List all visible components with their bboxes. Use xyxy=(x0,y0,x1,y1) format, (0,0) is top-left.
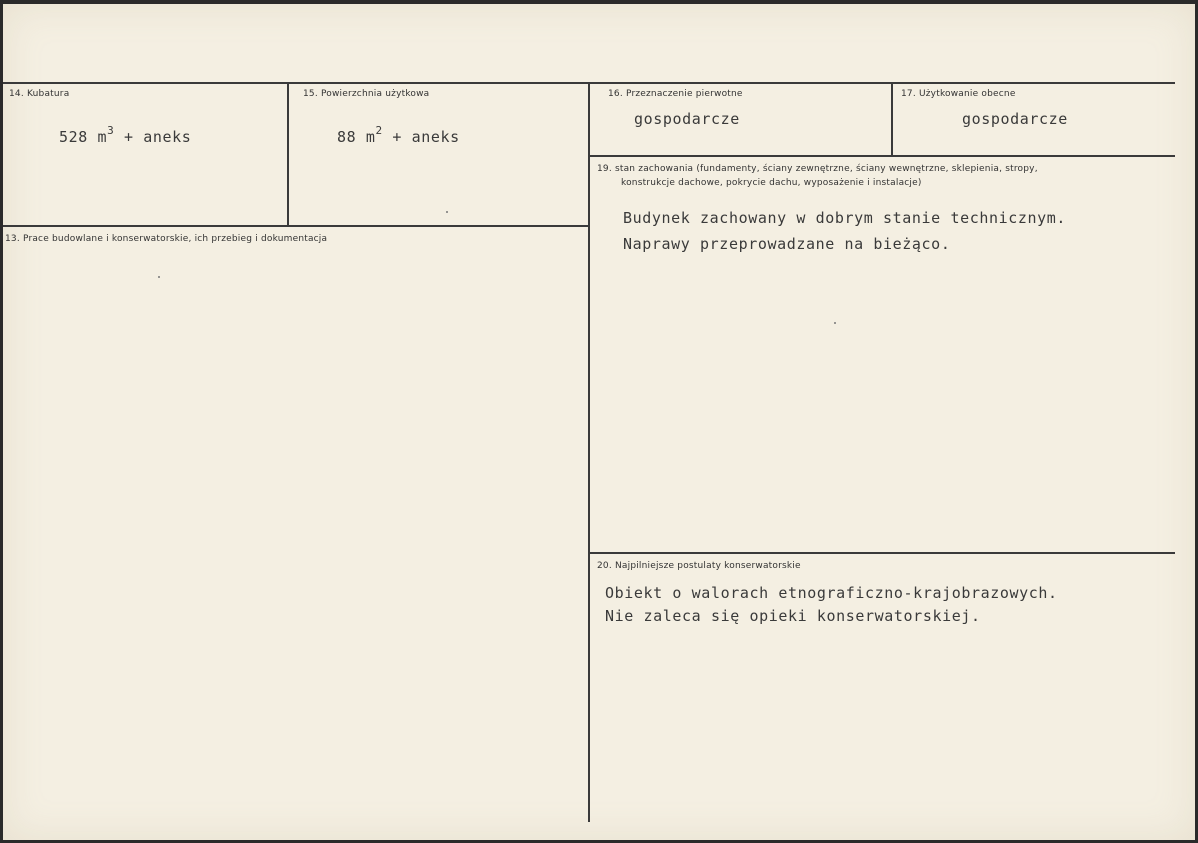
powierzchnia-label: 15. Powierzchnia użytkowa xyxy=(303,89,430,99)
record-card xyxy=(3,4,1195,840)
divider-14-15 xyxy=(287,82,289,226)
postulaty-text-line1: Obiekt o walorach etnograficzno-krajobrazowych. xyxy=(605,584,1058,602)
uzytkowanie-label: 17. Użytkowanie obecne xyxy=(901,89,1016,99)
paper-speck xyxy=(834,322,836,324)
prace-label: 13. Prace budowlane i konserwatorskie, ich przebieg i dokumentacja xyxy=(5,234,328,244)
stan-label-line2: konstrukcje dachowe, pokrycie dachu, wyposażenie i instalacje) xyxy=(621,178,922,188)
kubatura-exponent: 3 xyxy=(107,124,115,137)
kubatura-suffix: + aneks xyxy=(114,128,192,146)
divider-16-17 xyxy=(891,82,893,156)
paper-speck xyxy=(158,276,160,278)
przeznaczenie-value: gospodarcze xyxy=(634,110,740,128)
powierzchnia-exponent: 2 xyxy=(375,124,383,137)
rule-under-14-15 xyxy=(3,225,589,227)
postulaty-label: 20. Najpilniejsze postulaty konserwatorskie xyxy=(597,561,801,571)
uzytkowanie-value: gospodarcze xyxy=(962,110,1068,128)
stan-text-line2: Naprawy przeprowadzane na bieżąco. xyxy=(623,235,951,253)
rule-under-16-17 xyxy=(590,155,1175,157)
paper-speck xyxy=(446,211,448,213)
powierzchnia-number: 88 m xyxy=(337,128,376,146)
stan-label-line1: 19. stan zachowania (fundamenty, ściany zewnętrzne, ściany wewnętrzne, sklepienia, stropy, xyxy=(597,164,1038,174)
postulaty-text-line2: Nie zaleca się opieki konserwatorskiej. xyxy=(605,607,981,625)
stan-text-line1: Budynek zachowany w dobrym stanie technicznym. xyxy=(623,209,1067,227)
przeznaczenie-label: 16. Przeznaczenie pierwotne xyxy=(608,89,743,99)
powierzchnia-suffix: + aneks xyxy=(382,128,460,146)
kubatura-label: 14. Kubatura xyxy=(9,89,70,99)
kubatura-number: 528 m xyxy=(59,128,108,146)
kubatura-value xyxy=(59,126,191,146)
rule-above-20 xyxy=(590,552,1175,554)
main-vertical-divider xyxy=(588,82,590,822)
powierzchnia-value xyxy=(337,126,460,146)
